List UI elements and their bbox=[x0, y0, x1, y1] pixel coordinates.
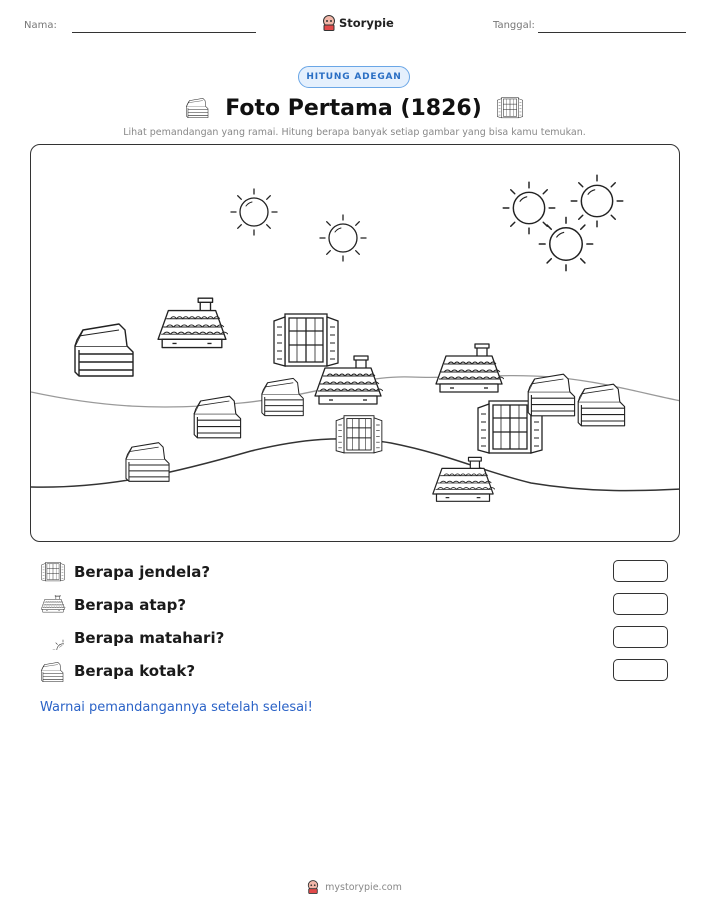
question-windows bbox=[40, 560, 670, 586]
sun-icon bbox=[40, 628, 64, 650]
name-label: Nama: bbox=[24, 20, 57, 31]
window-icon bbox=[274, 314, 338, 366]
box-icon bbox=[578, 384, 624, 426]
roof-icon bbox=[436, 344, 504, 392]
box-icon bbox=[185, 97, 211, 119]
storypie-mascot-icon bbox=[322, 15, 336, 31]
date-label: Tanggal: bbox=[493, 20, 535, 31]
question-roofs bbox=[40, 593, 670, 619]
question-boxes bbox=[40, 659, 670, 685]
scene-illustration bbox=[31, 145, 680, 542]
page-footer bbox=[0, 880, 709, 894]
question-text: Berapa kotak? bbox=[74, 662, 196, 680]
window-icon bbox=[40, 562, 66, 582]
box-icon bbox=[528, 374, 574, 416]
counting-scene bbox=[30, 144, 680, 542]
date-line[interactable] bbox=[538, 32, 686, 33]
roof-icon bbox=[40, 595, 66, 615]
answer-box-windows[interactable] bbox=[613, 560, 668, 582]
box-icon bbox=[194, 396, 240, 438]
storypie-mascot-icon bbox=[307, 880, 319, 894]
box-icon bbox=[126, 443, 169, 482]
box-icon bbox=[262, 378, 303, 415]
title-row bbox=[0, 92, 709, 124]
brand-name: Storypie bbox=[339, 16, 394, 30]
sun-icon bbox=[571, 175, 623, 227]
coloring-instruction: Warnai pemandangannya setelah selesai! bbox=[40, 700, 313, 715]
sun-icon bbox=[320, 215, 366, 261]
answer-box-suns[interactable] bbox=[613, 626, 668, 648]
sun-icon bbox=[231, 189, 277, 235]
page-title: Foto Pertama (1826) bbox=[225, 95, 482, 121]
footer-site: mystorypie.com bbox=[325, 881, 402, 893]
box-icon bbox=[75, 324, 133, 376]
sun-icon bbox=[539, 217, 592, 270]
worksheet-header bbox=[0, 0, 709, 40]
roof-icon bbox=[158, 298, 228, 347]
scene-count-badge: HITUNG ADEGAN bbox=[298, 66, 410, 88]
question-text: Berapa matahari? bbox=[74, 629, 225, 647]
storypie-logo bbox=[322, 14, 394, 32]
window-icon bbox=[336, 416, 382, 453]
window-icon bbox=[496, 97, 524, 119]
answer-box-roofs[interactable] bbox=[613, 593, 668, 615]
question-suns bbox=[40, 626, 670, 652]
box-icon bbox=[40, 661, 66, 683]
answer-box-boxes[interactable] bbox=[613, 659, 668, 681]
question-text: Berapa jendela? bbox=[74, 563, 211, 581]
instructions: Lihat pemandangan yang ramai. Hitung berapa banyak setiap gambar yang bisa kamu temukan. bbox=[123, 127, 586, 138]
name-line[interactable] bbox=[72, 32, 256, 33]
question-text: Berapa atap? bbox=[74, 596, 187, 614]
roof-icon bbox=[433, 457, 495, 501]
